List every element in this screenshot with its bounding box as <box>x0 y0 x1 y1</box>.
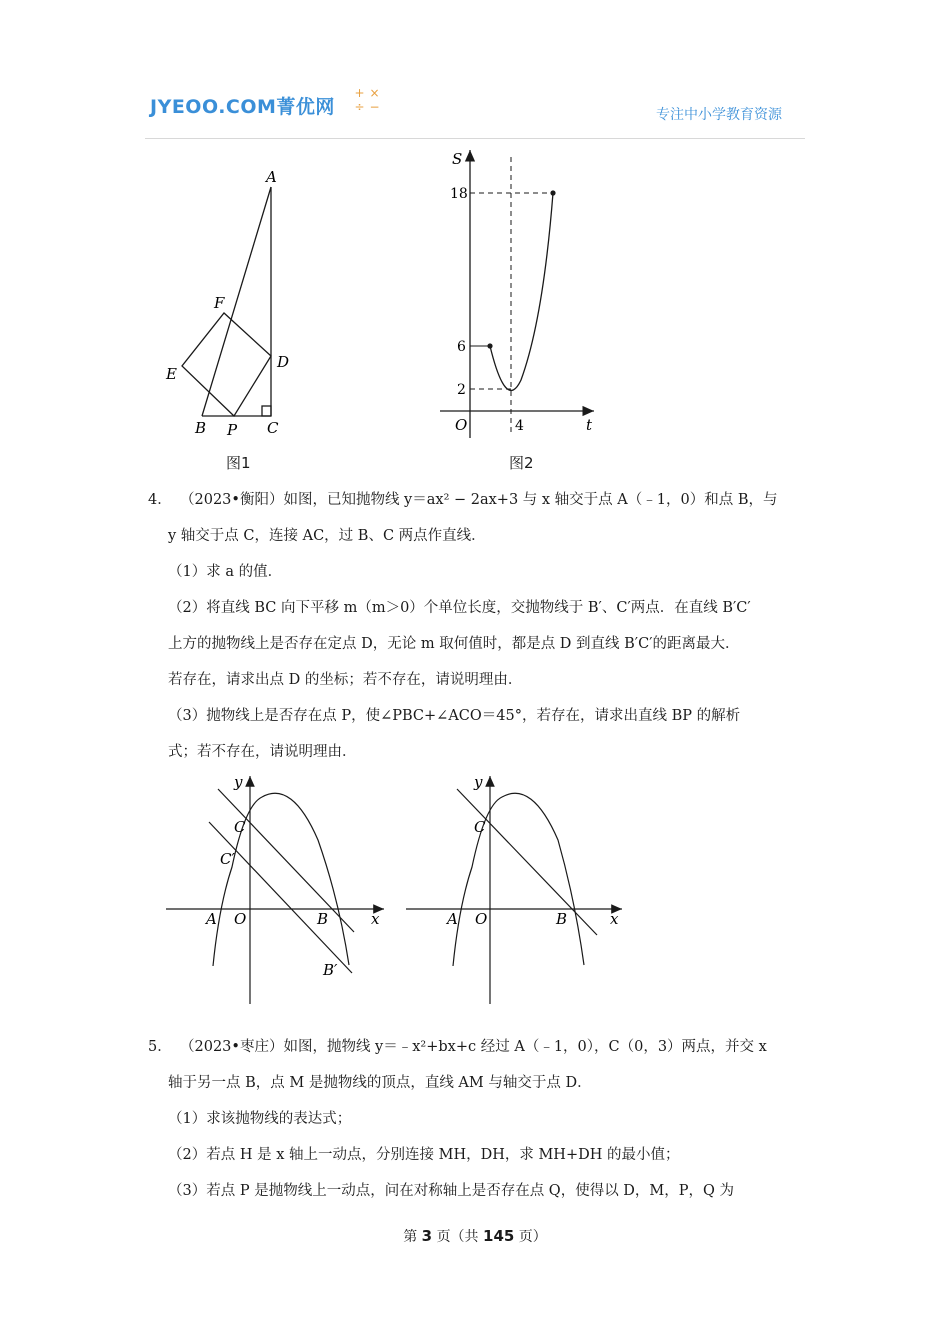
times-sign: × <box>369 86 380 100</box>
logo-math-signs <box>352 86 386 114</box>
question-number: 4． <box>148 492 172 508</box>
question-line: （3）抛物线上是否存在点 P，使∠PBC+∠ACO＝45°，若存在，请求出直线 BP 的解析 <box>168 708 741 724</box>
axis-label-x: x <box>371 910 380 928</box>
question-line: （2）若点 H 是 x 轴上一动点，分别连接 MH，DH，求 MH+DH 的最小值； <box>168 1147 680 1163</box>
figure-1-caption: 图1 <box>226 454 251 472</box>
figure-2-caption: 图2 <box>509 454 534 472</box>
axis-label-x: x <box>610 910 619 928</box>
graph-right-parabola <box>400 770 630 1010</box>
footer-prefix: 第 <box>403 1229 418 1245</box>
site-logo[interactable]: JYEOO.COM菁优网 <box>150 96 335 118</box>
page-footer <box>0 1226 950 1246</box>
origin-label: O <box>455 416 468 434</box>
label-A: A <box>447 910 458 928</box>
total-page-count: 145 <box>483 1227 515 1245</box>
label-A: A <box>206 910 217 928</box>
tick-6: 6 <box>457 339 466 355</box>
label-E: E <box>166 365 177 383</box>
tick-18: 18 <box>450 186 468 202</box>
axis-label-y: y <box>234 773 243 791</box>
question-line: 若存在，请求出点 D 的坐标；若不存在，请说明理由． <box>168 672 523 688</box>
label-C: C <box>267 419 279 437</box>
label-D: D <box>277 353 290 371</box>
question-line: （2）将直线 BC 向下平移 m（m＞0）个单位长度，交抛物线于 B′、C′两点．在直线 B′C′ <box>168 600 751 616</box>
tick-2: 2 <box>457 382 466 398</box>
label-F: F <box>214 294 225 312</box>
question-line: 上方的抛物线上是否存在定点 D，无论 m 取何值时，都是点 D 到直线 B′C′的距离最大． <box>168 636 740 652</box>
label-B: B <box>195 419 207 437</box>
label-C: C <box>234 818 246 836</box>
figure-2-graph <box>440 145 610 440</box>
current-page-number: 3 <box>421 1227 433 1245</box>
question-line: （2023•衡阳）如图，已知抛物线 y＝ax² − 2ax+3 与 x 轴交于点 A（﹣1，0）和点 B，与 <box>180 492 778 508</box>
origin-label: O <box>234 910 247 928</box>
question-line: （1）求该抛物线的表达式； <box>168 1111 352 1127</box>
label-A: A <box>266 168 277 186</box>
graph-left-parabola <box>160 770 390 1010</box>
origin-label: O <box>475 910 488 928</box>
footer-suffix: 页） <box>518 1229 547 1245</box>
axis-label-y: y <box>474 773 483 791</box>
question-line: （1）求 a 的值． <box>168 564 283 580</box>
axis-label-t: t <box>586 416 593 434</box>
label-B: B <box>556 910 568 928</box>
question-number: 5． <box>148 1039 172 1055</box>
figure-1-triangle <box>160 160 300 445</box>
label-C: C <box>474 818 486 836</box>
plus-sign: + <box>354 86 365 100</box>
label-C-prime: C′ <box>220 850 235 868</box>
question-line: 式；若不存在，请说明理由． <box>168 744 357 760</box>
question-line: y 轴交于点 C，连接 AC，过 B、C 两点作直线． <box>168 528 486 544</box>
minus-sign: − <box>369 100 380 114</box>
site-tagline: 专注中小学教育资源 <box>656 107 782 123</box>
divide-sign: ÷ <box>354 100 365 114</box>
footer-middle: 页（共 <box>436 1229 479 1245</box>
header-divider <box>145 138 805 139</box>
question-line: （2023•枣庄）如图，抛物线 y＝﹣x²+bx+c 经过 A（﹣1，0），C（0，3）两点，并交 x <box>180 1039 767 1055</box>
question-line: （3）若点 P 是抛物线上一动点，问在对称轴上是否存在点 Q，使得以 D，M，P，Q 为 <box>168 1183 735 1199</box>
axis-label-S: S <box>452 150 463 168</box>
label-P: P <box>227 421 238 439</box>
question-line: 轴于另一点 B，点 M 是抛物线的顶点，直线 AM 与轴交于点 D． <box>168 1075 592 1091</box>
label-B: B <box>317 910 329 928</box>
tick-4: 4 <box>515 418 524 434</box>
label-B-prime: B′ <box>323 961 338 979</box>
